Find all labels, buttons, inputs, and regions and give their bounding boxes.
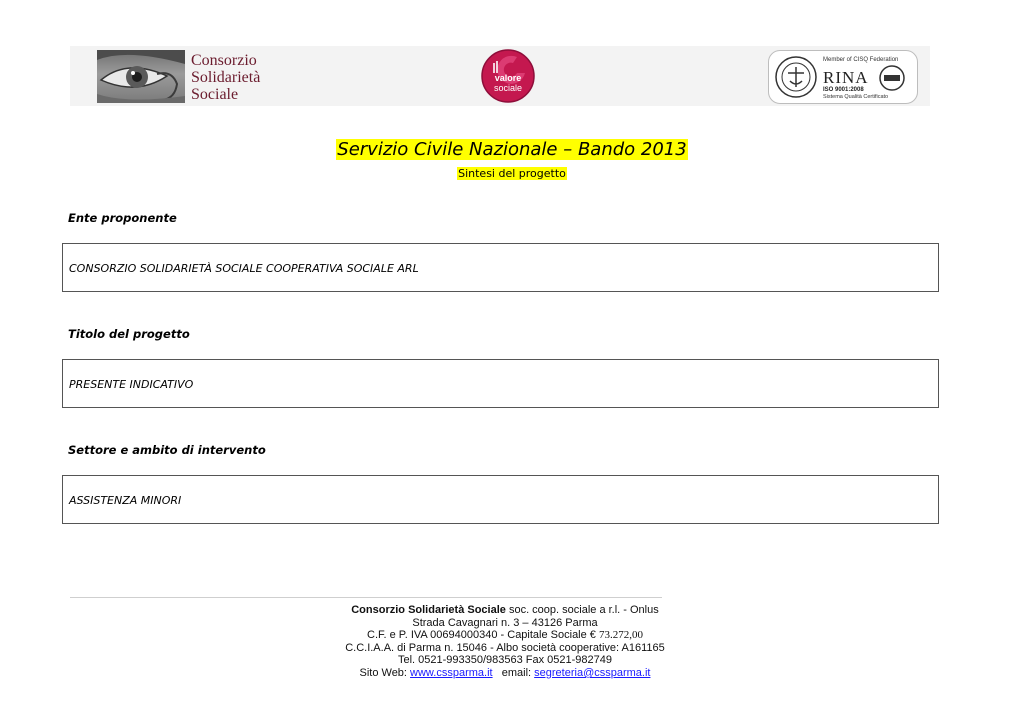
document-subtitle-wrap	[0, 164, 1024, 182]
section-value-ente: CONSORZIO SOLIDARIETÀ SOCIALE COOPERATIVA SOCIALE ARL	[69, 262, 419, 275]
section-label-settore: Settore e ambito di intervento	[68, 443, 266, 457]
section-label-ente: Ente proponente	[68, 211, 177, 225]
footer-org-name: Consorzio Solidarietà Sociale	[351, 604, 506, 616]
website-link[interactable]: www.cssparma.it	[410, 666, 493, 679]
rina-seal-icon	[774, 55, 818, 99]
rina-brand-text: RINA	[823, 68, 869, 87]
document-subtitle: Sintesi del progetto	[458, 167, 566, 180]
section-value-settore: ASSISTENZA MINORI	[69, 494, 182, 507]
eye-logo-icon	[97, 50, 185, 103]
valore-sociale-logo	[481, 49, 535, 103]
email-link[interactable]: segreteria@cssparma.it	[534, 666, 651, 679]
iso-text: ISO 9001:2008	[823, 87, 864, 93]
footer-email-label: email:	[492, 666, 535, 679]
footer-cciaa: C.C.I.A.A. di Parma n. 15046 - Albo società cooperative: A161165	[345, 641, 665, 654]
document-title-wrap	[0, 139, 1024, 160]
section-value-titolo: PRESENTE INDICATIVO	[69, 378, 194, 391]
footer-org-type: soc. coop. sociale a r.l. - Onlus	[505, 604, 659, 616]
valore-text: valore	[494, 73, 522, 83]
footer-capital: 73.272,00	[598, 629, 643, 642]
org-logo-text: Consorzio Solidarietà Sociale	[191, 52, 261, 103]
footer-web-label: Sito Web:	[359, 666, 411, 679]
sociale-text: sociale	[493, 83, 522, 93]
section-box-settore	[62, 475, 939, 524]
iqnet-icon	[879, 65, 905, 91]
section-label-titolo: Titolo del progetto	[68, 327, 190, 341]
document-title: Servizio Civile Nazionale – Bando 2013	[337, 139, 687, 160]
footer-phone: Tel. 0521-993350/983563 Fax 0521-982749	[397, 654, 613, 667]
footer-divider	[70, 597, 662, 598]
rina-certification-logo	[768, 50, 918, 104]
cisq-member-text: Member of CISQ Federation	[823, 57, 899, 63]
section-box-titolo	[62, 359, 939, 408]
section-box-ente	[62, 243, 939, 292]
consorzio-logo	[97, 50, 267, 104]
quality-system-text: Sistema Qualità Certificato	[823, 94, 889, 100]
footer	[300, 604, 710, 680]
footer-vat: C.F. e P. IVA 00694000340 - Capitale Sociale €	[367, 629, 599, 642]
footer-address: Strada Cavagnari n. 3 – 43126 Parma	[412, 616, 598, 629]
